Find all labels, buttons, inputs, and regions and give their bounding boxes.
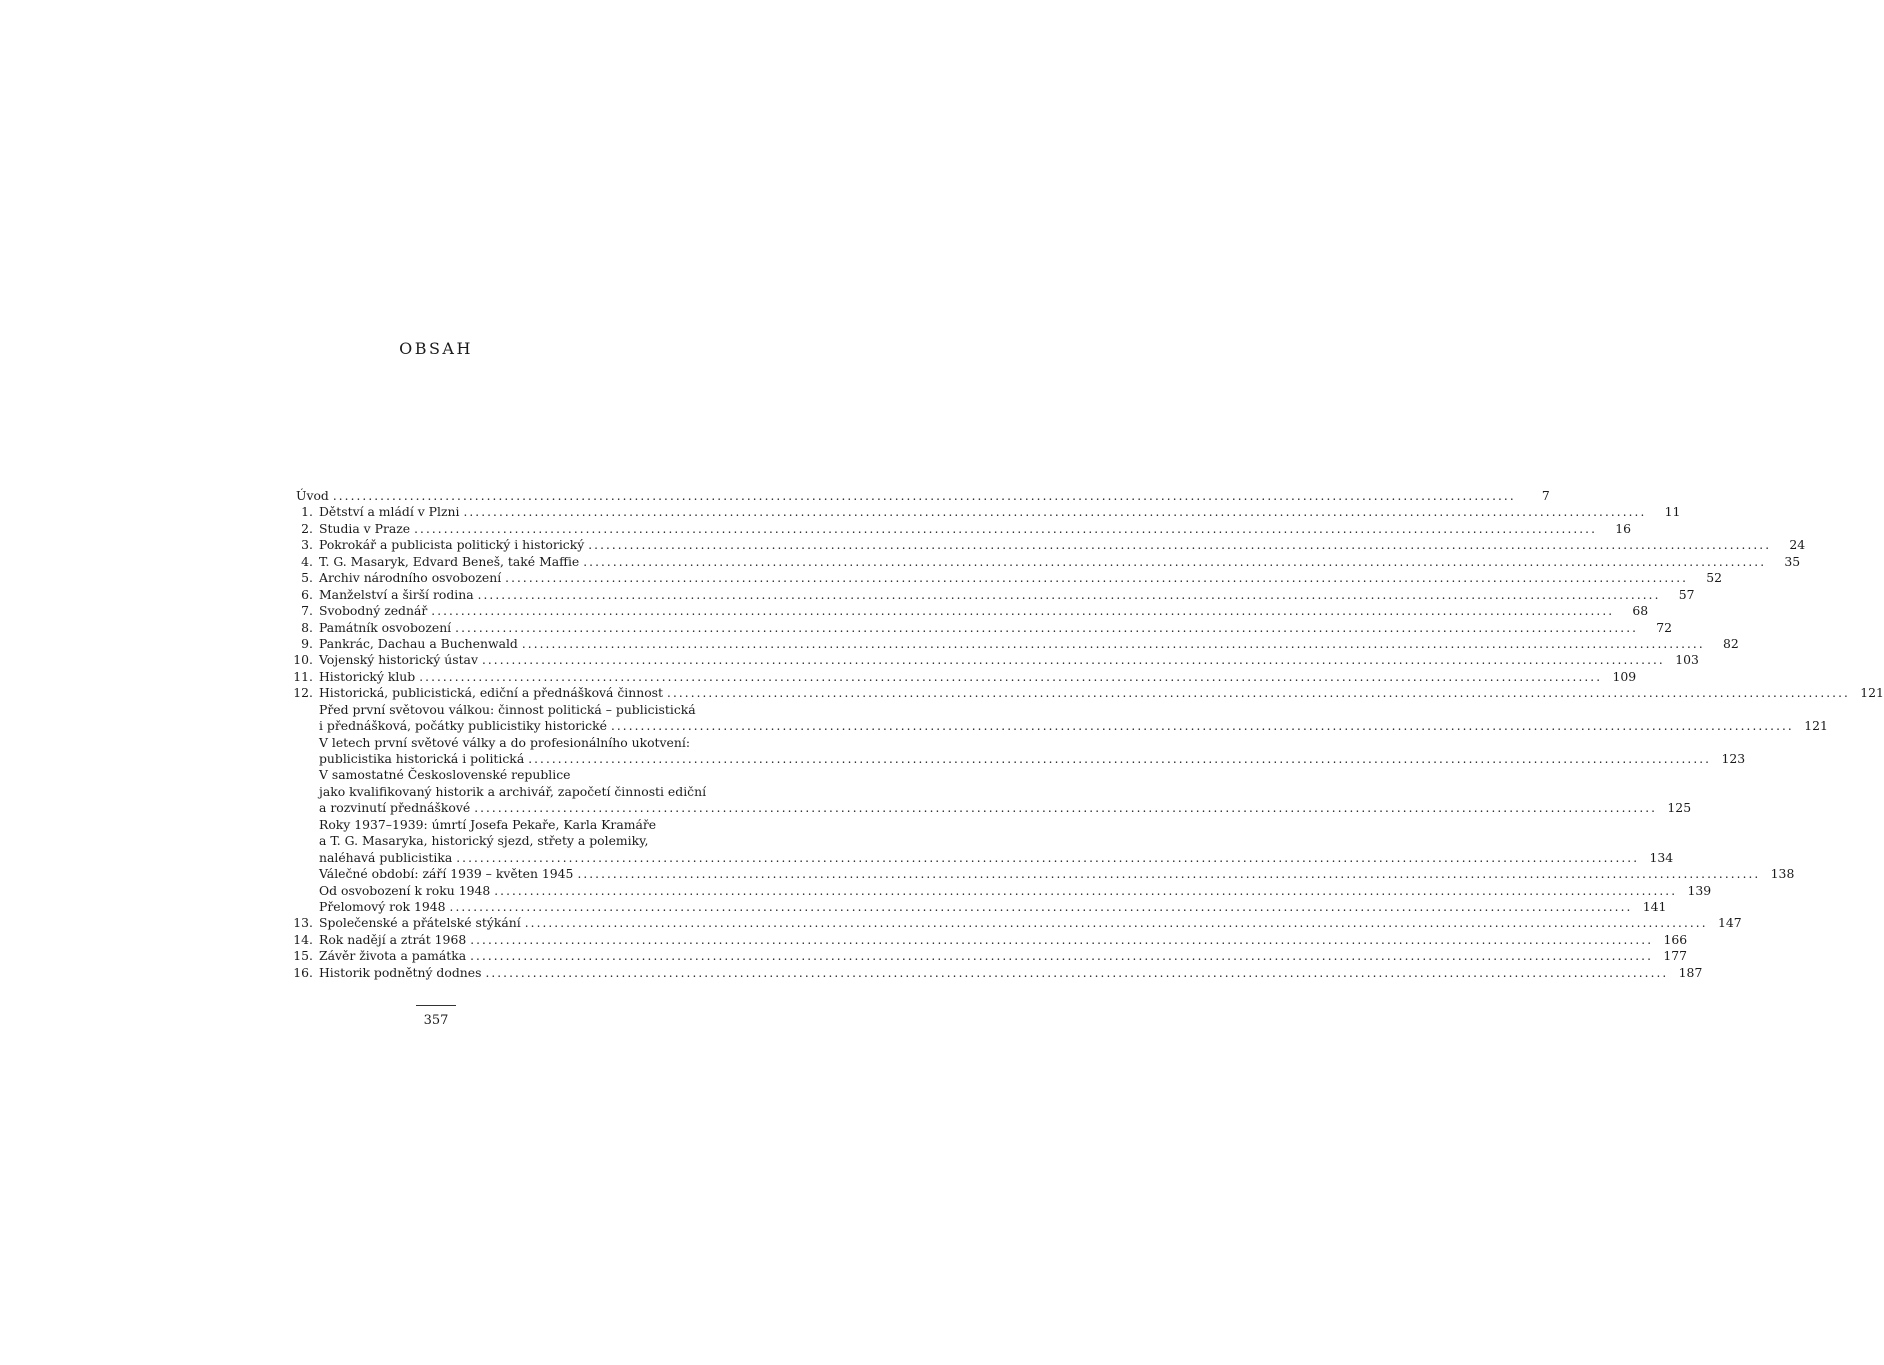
page-title: OBSAH (399, 339, 473, 358)
toc-chapter-entry (296, 586, 1695, 603)
dot-leader: ........................................................................................................................................................................................................ (470, 932, 1654, 947)
toc-entry-title: Manželství a širší rodina (319, 586, 474, 602)
toc-page-number: 7 (1541, 488, 1550, 503)
toc-page-number: 125 (1667, 800, 1692, 816)
toc-chapter-entry (293, 948, 1687, 964)
toc-entry-title: Závěr života a památka (319, 948, 467, 964)
toc-entry-row (319, 898, 1667, 915)
toc-entry-title-line: jako kvalifikovaný historik a archivář, započetí činnosti ediční (319, 783, 707, 799)
toc-page-number: 11 (1664, 504, 1681, 520)
dot-leader: ........................................................................................................................................................................................................ (528, 752, 1712, 766)
toc-entry-row (319, 553, 1801, 570)
toc-chapter-entry (296, 504, 1681, 520)
dot-leader: ........................................................................................................................................................................................................ (610, 719, 1794, 734)
toc-chapter-number: 10. (293, 652, 313, 668)
toc-page-number: 16 (1615, 520, 1632, 536)
toc-entry-title: Rok nadějí a ztrát 1968 (319, 931, 467, 947)
toc-page-number: 141 (1642, 898, 1667, 914)
dot-leader: ........................................................................................................................................................................................................ (494, 883, 1678, 898)
toc-page-number: 177 (1663, 948, 1687, 964)
dot-leader: ........................................................................................................................................................................................................ (477, 587, 1661, 602)
dot-leader: ........................................................................................................................................................................................................ (505, 571, 1689, 586)
dot-leader: ........................................................................................................................................................................................................ (456, 850, 1640, 865)
dot-leader: ........................................................................................................................................................................................................ (449, 899, 1633, 914)
toc-entry-title-line: Před první světovou válkou: činnost politická – publicistická (319, 701, 696, 717)
toc-page-number: 121 (1804, 718, 1828, 734)
toc-page-number: 147 (1717, 915, 1742, 931)
toc-entry-title: Pokrokář a publicista politický i historický (319, 537, 585, 553)
toc-chapter-number: 8. (301, 619, 313, 635)
toc-chapter-entry (293, 931, 1688, 948)
dot-leader: ........................................................................................................................................................................................................ (414, 521, 1598, 536)
toc-entry-title-line: V letech první světové války a do profesionálního ukotvení: (319, 734, 690, 750)
dot-leader: ........................................................................................................................................................................................................ (463, 505, 1647, 520)
toc-entry-title: Přelomový rok 1948 (319, 898, 446, 914)
toc-entry-row (319, 718, 1828, 734)
toc-line (296, 767, 737, 783)
toc-entry-row (319, 866, 1795, 882)
toc-entry-row (319, 948, 1687, 964)
dot-leader: ........................................................................................................................................................................................................ (583, 554, 1767, 569)
toc-chapter-entry (296, 570, 1723, 586)
dot-leader: ........................................................................................................................................................................................................ (419, 669, 1603, 684)
toc-subsection-entry (296, 718, 1828, 734)
toc-chapter-number: 15. (293, 948, 313, 964)
toc-entry-title: Historický klub (319, 668, 416, 684)
toc-chapter-entry (296, 619, 1673, 636)
toc-entry-title: Společenské a přátelské stýkání (319, 915, 521, 931)
dot-leader: ........................................................................................................................................................................................................ (481, 653, 1665, 668)
dot-leader: ........................................................................................................................................................................................................ (332, 489, 1516, 503)
toc-chapter-entry (296, 537, 1806, 553)
toc-page-number: 166 (1663, 931, 1688, 947)
toc-chapter-number: 4. (301, 553, 313, 569)
toc-subsection-entry (296, 898, 1667, 915)
toc-page-number: 109 (1612, 668, 1637, 684)
toc-page-number: 52 (1706, 570, 1723, 586)
toc-entry-row (319, 964, 1703, 981)
toc-entry-title-line: Roky 1937–1939: úmrtí Josefa Pekaře, Karla Kramáře (319, 816, 657, 832)
toc-chapter-entry (296, 635, 1739, 652)
toc-chapter-entry (296, 553, 1801, 570)
toc-entry-row (319, 685, 1884, 701)
toc-entry-title: Pankrác, Dachau a Buchenwald (319, 635, 518, 651)
toc-entry-title: naléhavá publicistika (319, 849, 453, 865)
toc-page-number: 139 (1687, 882, 1712, 898)
table-of-contents (293, 488, 1884, 981)
toc-entry-title: Památník osvobození (319, 619, 452, 635)
dot-leader: ........................................................................................................................................................................................................ (485, 965, 1669, 980)
dot-leader: ........................................................................................................................................................................................................ (470, 949, 1653, 964)
toc-chapter-number: 7. (301, 603, 313, 619)
toc-entry-title: Archiv národního osvobození (319, 570, 502, 586)
toc-chapter-entry (296, 520, 1632, 537)
toc-chapter-entry (293, 915, 1742, 931)
toc-entry-row (319, 849, 1674, 866)
toc-entry-title: Úvod (296, 488, 329, 503)
toc-entry-row (319, 882, 1712, 899)
toc-chapter-number: 3. (301, 537, 313, 553)
toc-entry-title: T. G. Masaryk, Edvard Beneš, také Maffie (319, 553, 580, 569)
toc-entry-row (319, 652, 1699, 668)
toc-chapter-entry (293, 668, 1637, 685)
dot-leader: ........................................................................................................................................................................................................ (455, 620, 1639, 635)
toc-line (296, 817, 737, 833)
dot-leader: ........................................................................................................................................................................................................ (431, 604, 1615, 619)
toc-chapter-number: 9. (301, 635, 313, 651)
toc-subsection-entry (296, 882, 1712, 899)
toc-page-number: 138 (1770, 866, 1795, 882)
toc-page-number: 134 (1649, 849, 1674, 865)
toc-chapter-number: 5. (301, 570, 313, 586)
toc-page-number: 24 (1789, 537, 1806, 553)
dot-leader: ........................................................................................................................................................................................................ (667, 686, 1850, 701)
toc-chapter-entry (293, 685, 1884, 701)
toc-page-number: 35 (1784, 553, 1801, 569)
toc-entry-title: Od osvobození k roku 1948 (319, 882, 491, 898)
toc-entry-title: i přednášková, počátky publicistiky historické (319, 718, 607, 734)
page-number: 357 (423, 1013, 449, 1028)
dot-leader: ........................................................................................................................................................................................................ (474, 801, 1658, 816)
toc-entry-row (319, 570, 1723, 586)
toc-entry-row (319, 619, 1673, 636)
toc-entry-title: Dětství a mládí v Plzni (319, 504, 460, 520)
toc-entry-row (319, 915, 1742, 931)
toc-line (296, 784, 737, 800)
toc-page-number: 123 (1721, 751, 1746, 766)
toc-entry-row (319, 800, 1692, 816)
toc-entry-row (319, 668, 1637, 685)
toc-page-number: 72 (1656, 619, 1673, 635)
toc-chapter-number: 14. (293, 931, 313, 947)
toc-page-number: 187 (1678, 964, 1703, 980)
toc-entry-row (319, 751, 1746, 767)
toc-entry-row (319, 586, 1695, 603)
toc-entry-title-line: V samostatné Československé republice (319, 767, 571, 783)
toc-entry-row (319, 520, 1632, 537)
toc-chapter-number: 2. (301, 520, 313, 536)
toc-entry-title: Studia v Praze (319, 520, 411, 536)
toc-entry-row (319, 537, 1806, 553)
toc-subsection-entry (296, 849, 1674, 866)
toc-entry-row (319, 504, 1681, 520)
toc-chapter-number: 16. (293, 964, 313, 980)
toc-chapter-entry (293, 964, 1703, 981)
dot-leader: ........................................................................................................................................................................................................ (577, 867, 1761, 882)
toc-page-number: 121 (1860, 685, 1884, 701)
toc-intro-entry (296, 488, 1550, 504)
toc-line (296, 833, 737, 849)
toc-subsection-entry (296, 800, 1692, 816)
toc-entry-title: Historická, publicistická, ediční a přednášková činnost (319, 685, 664, 701)
toc-page-number: 57 (1678, 586, 1695, 602)
toc-page-number: 68 (1632, 603, 1649, 619)
toc-subsection-entry (296, 866, 1795, 882)
toc-entry-title-line: a T. G. Masaryka, historický sjezd, střety a polemiky, (319, 833, 649, 849)
toc-entry-row (296, 488, 1550, 504)
toc-entry-title: a rozvinutí přednáškové (319, 800, 471, 816)
toc-line (296, 735, 737, 751)
dot-leader: ........................................................................................................................................................................................................ (521, 636, 1705, 651)
dot-leader: ........................................................................................................................................................................................................ (524, 916, 1708, 931)
toc-entry-row (319, 635, 1739, 652)
toc-chapter-number: 6. (301, 586, 313, 602)
toc-subsection-entry (296, 751, 1746, 767)
toc-entry-title: Vojenský historický ústav (319, 652, 478, 668)
toc-chapter-entry (293, 652, 1699, 668)
toc-chapter-number: 12. (293, 685, 313, 701)
toc-entry-row (319, 603, 1649, 619)
dot-leader: ........................................................................................................................................................................................................ (588, 538, 1772, 553)
toc-page-number: 103 (1675, 652, 1699, 668)
toc-entry-title: Válečné období: září 1939 – květen 1945 (319, 866, 574, 882)
toc-entry-title: Historik podnětný dodnes (319, 964, 482, 980)
toc-chapter-entry (296, 603, 1649, 619)
toc-line (296, 702, 737, 718)
toc-chapter-number: 13. (293, 915, 313, 931)
toc-entry-row (319, 931, 1688, 948)
toc-entry-title: publicistika historická i politická (319, 751, 525, 766)
toc-chapter-number: 1. (301, 504, 313, 520)
toc-chapter-number: 11. (293, 668, 313, 684)
footer-rule (416, 1005, 456, 1006)
toc-entry-title: Svobodný zednář (319, 603, 428, 619)
toc-page-number: 82 (1722, 635, 1739, 651)
